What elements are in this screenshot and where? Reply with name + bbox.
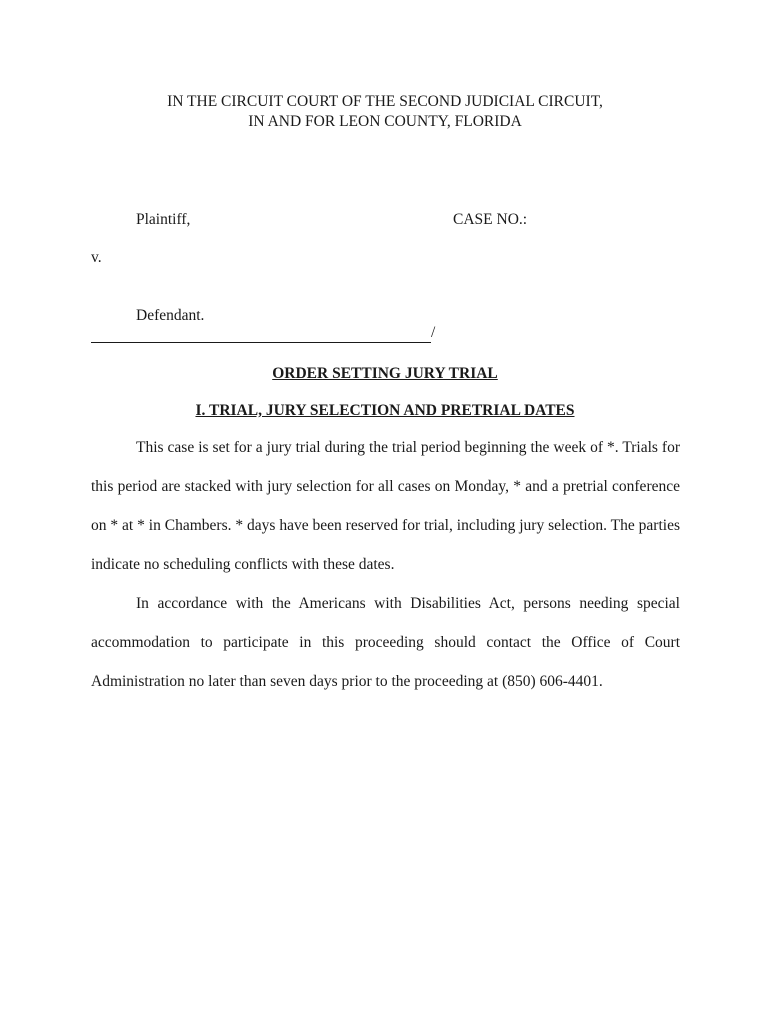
- defendant-label: Defendant.: [136, 307, 205, 324]
- paragraph-ada-notice: In accordance with the Americans with Disabilities Act, persons needing special accommodation to participate in this proceeding should contact the Office of Court Administration no later than seven days prior to the proceeding at (850) 606-4401.: [91, 595, 680, 690]
- versus-label: v.: [91, 249, 102, 266]
- caption-signature-line: [91, 342, 431, 343]
- caption-slash: /: [431, 324, 436, 341]
- court-caption-line-1: IN THE CIRCUIT COURT OF THE SECOND JUDICIAL CIRCUIT,: [167, 93, 603, 110]
- court-caption: [0, 92, 770, 132]
- plaintiff-label: Plaintiff,: [136, 211, 191, 228]
- paragraph-trial-dates: This case is set for a jury trial during the trial period beginning the week of *. Trials for this period are stacked with jury selection for all cases on Monday, * and a pretrial conference on * at * in Chambers. * days have been reserved for trial, including jury selection. The parties indicate no scheduling conflicts with these dates.: [91, 439, 680, 573]
- case-number-label: CASE NO.:: [453, 211, 528, 228]
- order-title: ORDER SETTING JURY TRIAL: [272, 365, 498, 382]
- court-caption-line-2: IN AND FOR LEON COUNTY, FLORIDA: [248, 113, 522, 130]
- section-heading: I. TRIAL, JURY SELECTION AND PRETRIAL DATES: [195, 402, 575, 419]
